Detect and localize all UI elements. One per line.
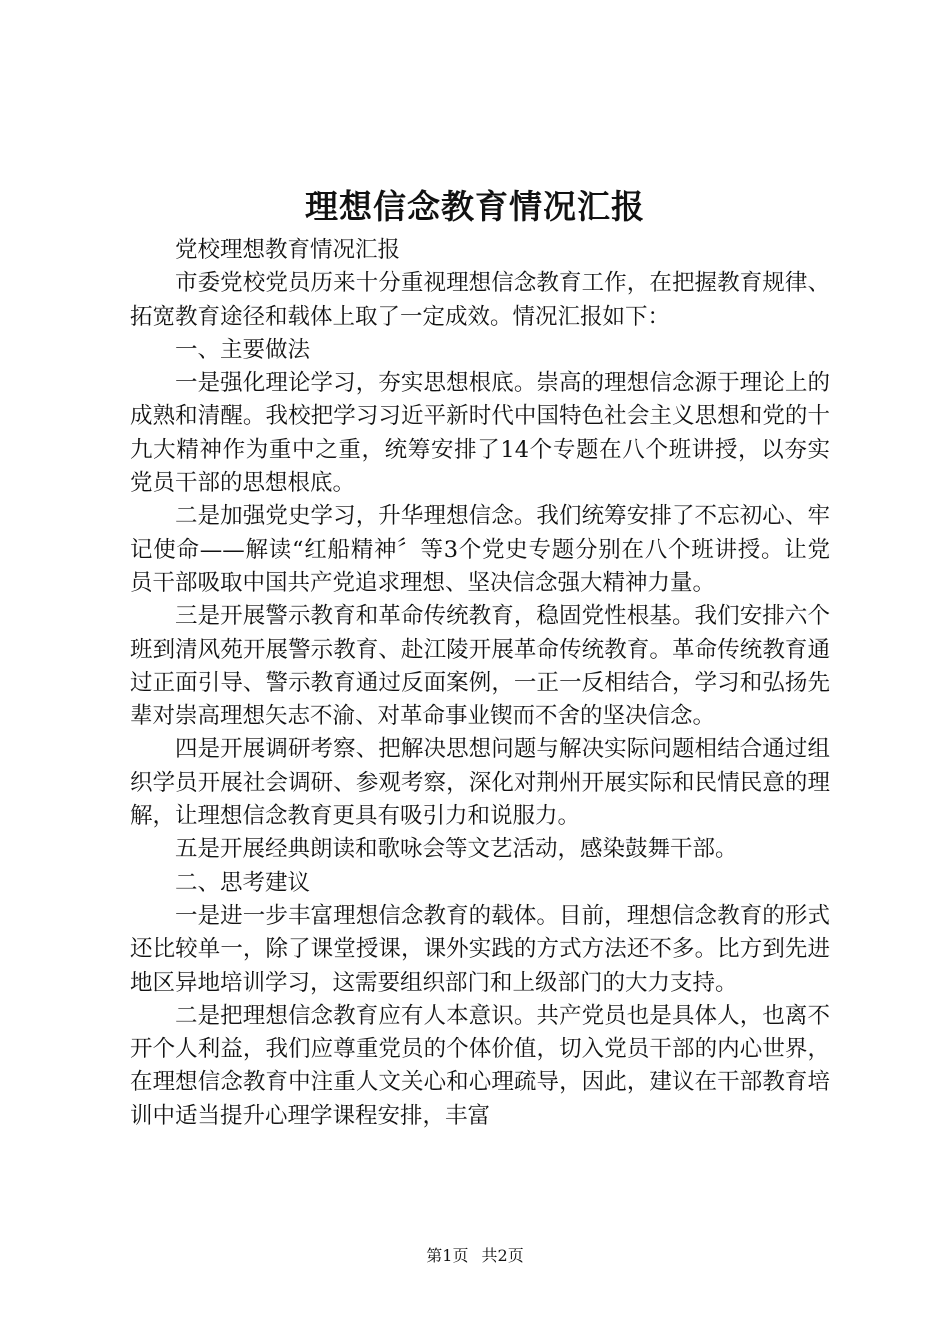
page-number-total: 共2页 <box>481 1246 524 1265</box>
paragraph-practice-2: 二是加强党史学习，升华理想信念。我们统筹安排了不忘初心、牢记使命——解读“红船精神〞等3个党史专题分别在八个班讲授。让党员干部吸取中国共产党追求理想、坚决信念强大精神力量。 <box>130 503 830 596</box>
paragraph-subtitle: 党校理想教育情况汇报 <box>175 237 401 263</box>
paragraph-practice-1: 一是强化理论学习，夯实思想根底。崇高的理想信念源于理论上的成熟和清醒。我校把学习习近平新时代中国特色社会主义思想和党的十九大精神作为重中之重，统筹安排了14个专题在八个班讲授，以夯实党员干部的思想根底。 <box>130 370 830 497</box>
paragraph-intro: 市委党校党员历来十分重视理想信念教育工作，在把握教育规律、拓宽教育途径和载体上取了一定成效。情况汇报如下： <box>130 270 830 330</box>
document-title: 理想信念教育情况汇报 <box>305 187 645 226</box>
paragraph-practice-4: 四是开展调研考察、把解决思想问题与解决实际问题相结合通过组织学员开展社会调研、参观考察，深化对荆州开展实际和民情民意的理解，让理想信念教育更具有吸引力和说服力。 <box>130 736 830 830</box>
document-body <box>130 234 830 1133</box>
page-number-current: 第1页 <box>426 1246 469 1265</box>
paragraph-practice-5: 五是开展经典朗读和歌咏会等文艺活动，感染鼓舞干部。 <box>175 836 738 863</box>
paragraph-suggestion-2: 二是把理想信念教育应有人本意识。共产党员也是具体人，也离不开个人利益，我们应尊重党员的个体价值，切入党员干部的内心世界，在理想信念教育中注重人文关心和心理疏导，因此，建议在干部教育培训中适当提升心理学课程安排，丰富 <box>130 1002 830 1129</box>
paragraph-suggestion-1: 一是进一步丰富理想信念教育的载体。目前，理想信念教育的形式还比较单一，除了课堂授课，课外实践的方式方法还不多。比方到先进地区异地培训学习，这需要组织部门和上级部门的大力支持。 <box>130 902 830 996</box>
section-heading-suggestions: 二、思考建议 <box>175 869 311 896</box>
section-heading-main-practices: 一、主要做法 <box>175 336 311 363</box>
page-footer <box>0 1245 950 1267</box>
paragraph-practice-3: 三是开展警示教育和革命传统教育，稳固党性根基。我们安排六个班到清风苑开展警示教育、赴江陵开展革命传统教育。革命传统教育通过正面引导、警示教育通过反面案例，一正一反相结合，学习和弘扬先辈对崇高理想矢志不渝、对革命事业锲而不舍的坚决信念。 <box>130 603 830 730</box>
